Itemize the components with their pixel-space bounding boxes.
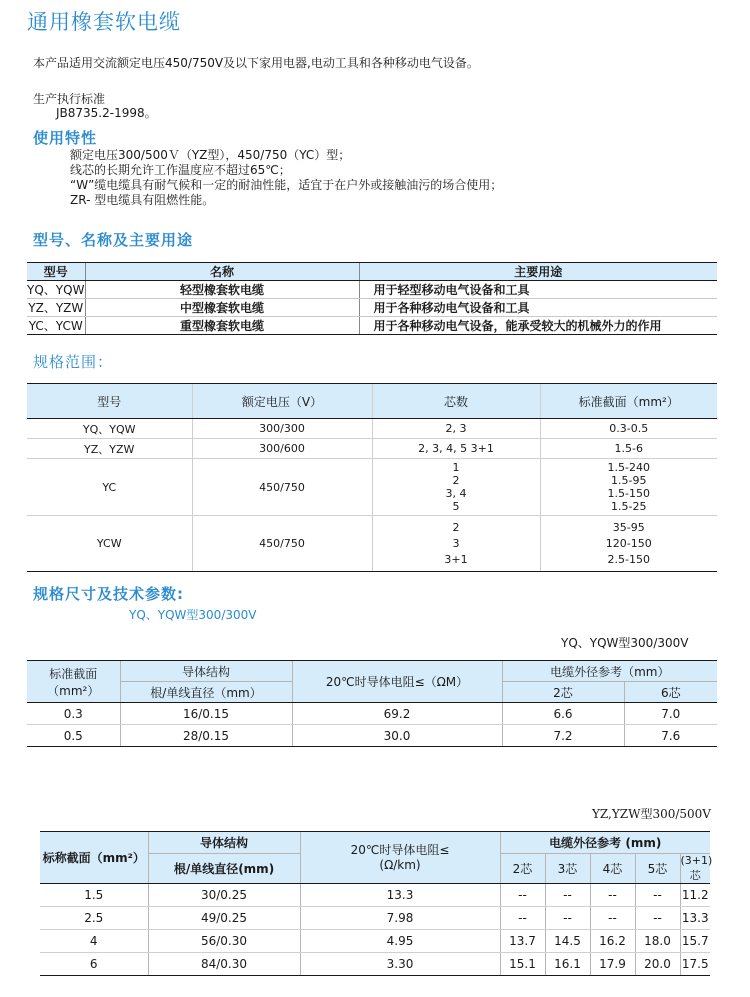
cell-line: 120-150 [605,536,652,550]
table-cell: -- [635,907,680,930]
table-cell: -- [500,884,545,907]
table-cell: 49/0.25 [148,907,300,930]
standard-label: 生产执行标准 [33,92,106,106]
table-cell: YCW [27,516,192,572]
col-header: 20℃时导体电阻≤（ΩM） [292,661,502,703]
col-header: 6芯 [624,682,717,703]
cell-line: 1.5-25 [611,500,647,513]
table-cell: YZ、YZW [27,439,192,459]
spec-caption: YQ、YQW型300/300V [561,636,689,650]
table-cell: 7.6 [624,725,717,747]
spec-table-yz [40,831,713,976]
table-header-row [27,661,717,682]
table-row [27,459,717,516]
table-cell: 30.0 [292,725,502,747]
table-cell: YQ、YQW [27,419,192,439]
table-cell: -- [545,884,590,907]
table-cell: 7.0 [624,703,717,725]
table-cell: YZ、YZW [27,299,85,317]
cell-line: 1.5-150 [607,487,650,500]
page-title: 通用橡套软电缆 [27,10,181,34]
table-cell: 中型橡套软电缆 [85,299,359,317]
table-cell: 1.5-6 [540,439,717,459]
table-cell: 用于各种移动电气设备和工具 [359,299,717,317]
feature-line: “W”缆电缆具有耐气候和一定的耐油性能，适宜于在户外或接触油污的场合使用； [70,178,503,192]
table-cell: 4 [40,930,148,953]
table-header-row [27,384,717,419]
table-cell: 300/600 [192,439,372,459]
table-cell: 16.1 [545,953,590,976]
table-cell: 用于轻型移动电气设备和工具 [359,281,717,299]
col-header: (3+1)芯 [680,854,713,882]
col-header: 芯数 [372,384,540,419]
cell-line: 1 [452,461,460,474]
table-row [40,884,710,907]
table-row [27,281,717,299]
col-header: 5芯 [635,854,680,884]
col-header: 导体结构 [148,832,300,854]
cell-line: 5 [452,500,460,513]
table-row [27,439,717,459]
table-row [27,703,717,725]
table-cell: 2, 3 [372,419,540,439]
cell-line: 35-95 [612,520,645,534]
table-cell: 7.98 [300,907,500,930]
table-cell: 3.30 [300,953,500,976]
table-header-row [27,263,717,281]
table-row [27,516,717,572]
table-cell: -- [545,907,590,930]
table-cell: 轻型橡套软电缆 [85,281,359,299]
cell-line: 1.5-240 [607,461,650,474]
col-header: 2芯 [502,682,624,703]
table-cell: 13.7 [500,930,545,953]
table-cell: 1.5 [40,884,148,907]
range-table [27,383,717,572]
table-cell [372,516,540,572]
table-cell: YC [27,459,192,516]
table-cell: 20.0 [635,953,680,976]
table-row [40,907,710,930]
table-cell: -- [635,884,680,907]
table-cell: YC、YCW [27,317,85,335]
feature-line: 额定电压300/500Ｖ（YZ型），450/750（YC）型； [70,148,351,162]
table-cell: YQ、YQW [27,281,85,299]
table-row [40,930,710,953]
table-cell: 6.6 [502,703,624,725]
spec-table-yq [27,660,717,747]
table-cell: 17.9 [590,953,635,976]
col-header: 2芯 [500,854,545,884]
table-cell: 用于各种移动电气设备，能承受较大的机械外力的作用 [359,317,717,335]
resistance-label: 20℃时导体电阻≤ [350,842,450,857]
table-cell: -- [500,907,545,930]
col-header: 型号 [27,384,192,419]
col-header: 3芯 [545,854,590,884]
col-header: 标准截面（mm²） [540,384,717,419]
table-cell: 6 [40,953,148,976]
table-cell: 2.5 [40,907,148,930]
table-cell: 14.5 [545,930,590,953]
standard-value: JB8735.2-1998。 [56,106,157,120]
table-cell: 56/0.30 [148,930,300,953]
models-heading: 型号、名称及主要用途 [33,231,194,249]
table-header-row [40,832,710,854]
cell-line: 3 [452,536,460,550]
table-cell: 2, 3, 4, 5 3+1 [372,439,540,459]
table-cell [540,459,717,516]
table-cell: 18.0 [635,930,680,953]
table-cell: 69.2 [292,703,502,725]
table-cell: 84/0.30 [148,953,300,976]
models-table [27,262,717,335]
table-cell: 重型橡套软电缆 [85,317,359,335]
table-cell: -- [590,907,635,930]
col-header: 主要用途 [359,263,717,281]
table-cell: 28/0.15 [120,725,292,747]
cell-line: 2 [452,474,460,487]
range-heading: 规格范围： [33,353,114,371]
table-cell [540,516,717,572]
table-row [27,299,717,317]
table-cell: 450/750 [192,516,372,572]
table-cell: 17.5 [680,953,710,976]
col-header: 额定电压（V） [192,384,372,419]
table-cell: 13.3 [680,907,710,930]
table-cell: 450/750 [192,459,372,516]
spec2-caption: YZ,YZW型300/500V [592,807,711,821]
table-cell: 16.2 [590,930,635,953]
cell-line: 2 [452,520,460,534]
table-cell: 0.5 [27,725,120,747]
table-row [27,419,717,439]
cell-line: 2.5-150 [607,552,650,566]
col-header: 电缆外径参考 (mm) [500,832,710,854]
col-header: 电缆外径参考（mm） [502,661,717,682]
col-header: 根/单线直径(mm) [148,854,300,884]
table-cell: 30/0.25 [148,884,300,907]
col-header: 导体结构 [120,661,292,682]
table-cell: -- [590,884,635,907]
resistance-unit: (Ω/km) [379,857,421,872]
col-header: 根/单线直径（mm） [120,682,292,703]
col-header: 标准截面（mm²） [27,661,120,703]
table-cell: 0.3 [27,703,120,725]
col-header [300,832,500,884]
col-header: 4芯 [590,854,635,884]
table-cell: 4.95 [300,930,500,953]
table-cell: 7.2 [502,725,624,747]
table-cell: 0.3-0.5 [540,419,717,439]
col-header: 标称截面（mm²） [40,832,148,884]
table-cell: 15.7 [680,930,710,953]
spec-heading: 规格尺寸及技术参数: [33,585,184,603]
table-cell: 300/300 [192,419,372,439]
table-row [27,725,717,747]
table-cell: 11.2 [680,884,710,907]
features-heading: 使用特性 [33,129,98,147]
table-cell: 13.3 [300,884,500,907]
table-row [40,953,710,976]
intro-text: 本产品适用交流额定电压450/750V及以下家用电器,电动工具和各种移动电气设备。 [33,56,479,70]
cell-line: 1.5-95 [611,474,647,487]
table-cell: 16/0.15 [120,703,292,725]
spec-subheading: YQ、YQW型300/300V [129,608,257,622]
table-cell: 15.1 [500,953,545,976]
feature-line: 线芯的长期允许工作温度应不超过65℃； [70,163,291,177]
col-header: 名称 [85,263,359,281]
table-row [27,317,717,335]
cell-line: 3, 4 [445,487,467,500]
col-header: 型号 [27,263,85,281]
table-cell [372,459,540,516]
cell-line: 3+1 [444,552,468,566]
feature-line: ZR- 型电缆具有阻燃性能。 [70,193,215,207]
